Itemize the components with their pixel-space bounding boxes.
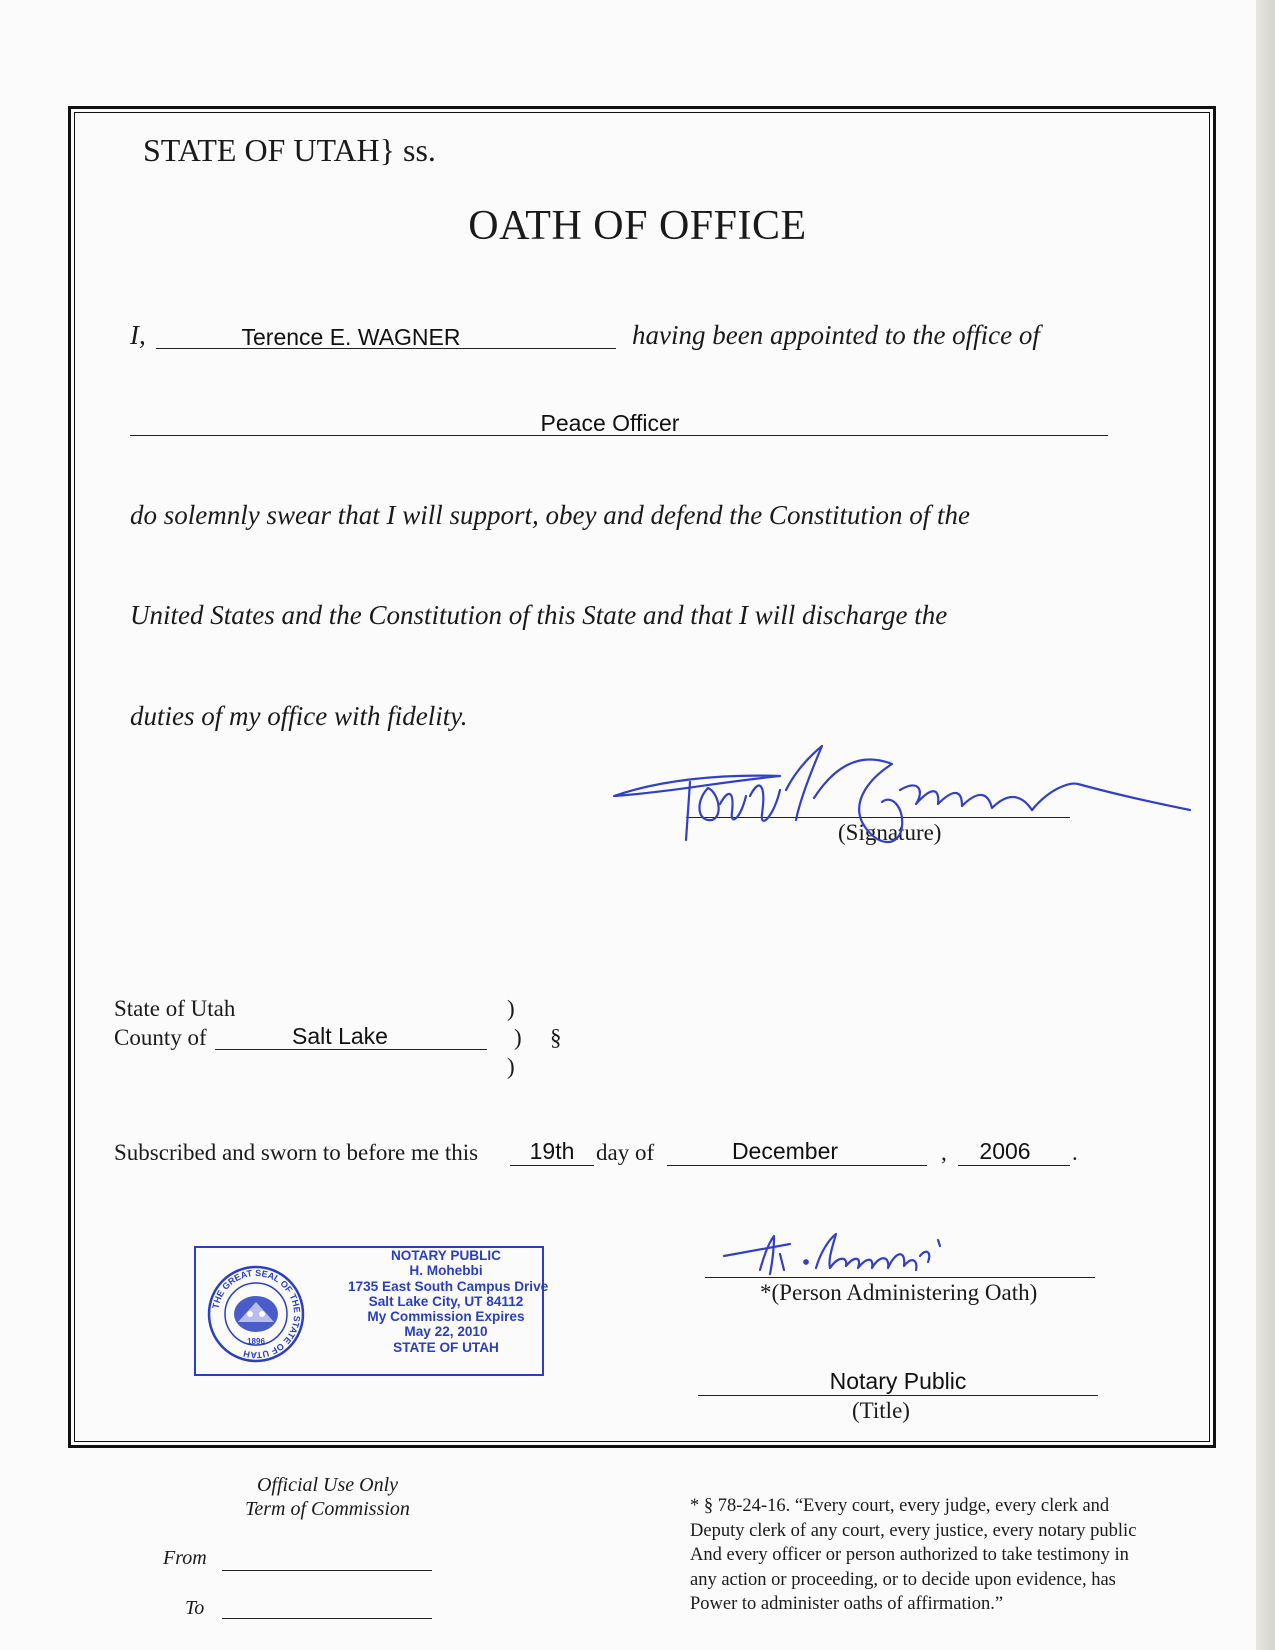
officer-signature (600, 730, 1200, 870)
venue-state: State of Utah (114, 996, 236, 1021)
stamp-text (348, 1248, 549, 1355)
date-period: . (1072, 1140, 1078, 1165)
state-header: STATE OF UTAH} ss. (143, 132, 436, 168)
subscribed-text: Subscribed and sworn to before me this (114, 1140, 479, 1165)
utah-state-seal-icon (206, 1264, 306, 1364)
to-label: To (185, 1597, 205, 1619)
page-title: OATH OF OFFICE (468, 203, 807, 249)
title-label: (Title) (852, 1398, 910, 1423)
signature-label: (Signature) (838, 820, 942, 845)
stamp-line: NOTARY PUBLIC (390, 1248, 501, 1263)
footnote-line: Power to administer oaths of affirmation.” (690, 1594, 1004, 1614)
oath-line-1: do solemnly swear that I will support, obey and defend the Constitution of the (130, 500, 970, 530)
footnote-line: And every officer or person authorized to take testimony in (690, 1545, 1129, 1565)
term-of-commission-heading: Term of Commission (245, 1498, 410, 1520)
title-value: Notary Public (829, 1368, 967, 1394)
footnote-line: Deputy clerk of any court, every justice, every notary public (690, 1520, 1137, 1541)
day-underline (510, 1165, 594, 1166)
section-symbol: § (550, 1025, 562, 1050)
svg-text:1896: 1896 (247, 1337, 265, 1346)
day-value: 19th (529, 1138, 575, 1164)
venue-paren: ) (507, 996, 515, 1021)
year-value: 2006 (979, 1138, 1031, 1164)
date-comma: , (941, 1140, 947, 1165)
footnote-line: * § 78-24-16. “Every court, every judge, every clerk and (690, 1496, 1110, 1516)
oath-prefix: I, (130, 320, 146, 350)
svg-text:THE GREAT SEAL OF THE STATE OF: THE GREAT SEAL OF THE STATE OF UTAH (210, 1267, 303, 1361)
statute-footnote (690, 1494, 1210, 1617)
official-use-heading: Official Use Only (256, 1474, 399, 1496)
footnote-line: any action or proceeding, or to decide upon evidence, has (690, 1569, 1116, 1590)
stamp-line: May 22, 2010 (404, 1324, 488, 1340)
venue-paren: ) (514, 1025, 522, 1050)
to-line (222, 1618, 432, 1619)
oath-line-3: duties of my office with fidelity. (130, 701, 468, 731)
day-of-text: day of (596, 1140, 655, 1165)
oath-line-2: United States and the Constitution of this State and that I will discharge the (130, 600, 948, 630)
stamp-line: My Commission Expires (367, 1309, 525, 1325)
officer-name: Terence E. WAGNER (241, 324, 461, 350)
title-underline (698, 1395, 1098, 1396)
appointed-text: having been appointed to the office of (632, 320, 1040, 350)
county-value: Salt Lake (292, 1023, 388, 1049)
month-value: December (731, 1138, 839, 1164)
stamp-line: Salt Lake City, UT 84112 (368, 1293, 524, 1309)
office-name: Peace Officer (540, 410, 680, 436)
from-line (222, 1570, 432, 1571)
stamp-line: STATE OF UTAH (393, 1339, 499, 1355)
from-label: From (163, 1547, 207, 1569)
stamp-line: 1735 East South Campus Drive (348, 1278, 549, 1294)
administering-label: *(Person Administering Oath) (760, 1280, 1038, 1305)
notary-stamp (194, 1246, 549, 1376)
month-underline (667, 1165, 927, 1166)
administering-underline (705, 1277, 1095, 1278)
venue-paren: ) (507, 1054, 515, 1079)
year-underline (958, 1165, 1070, 1166)
stamp-line: H. Mohebbi (409, 1263, 483, 1279)
county-label: County of (114, 1025, 207, 1050)
